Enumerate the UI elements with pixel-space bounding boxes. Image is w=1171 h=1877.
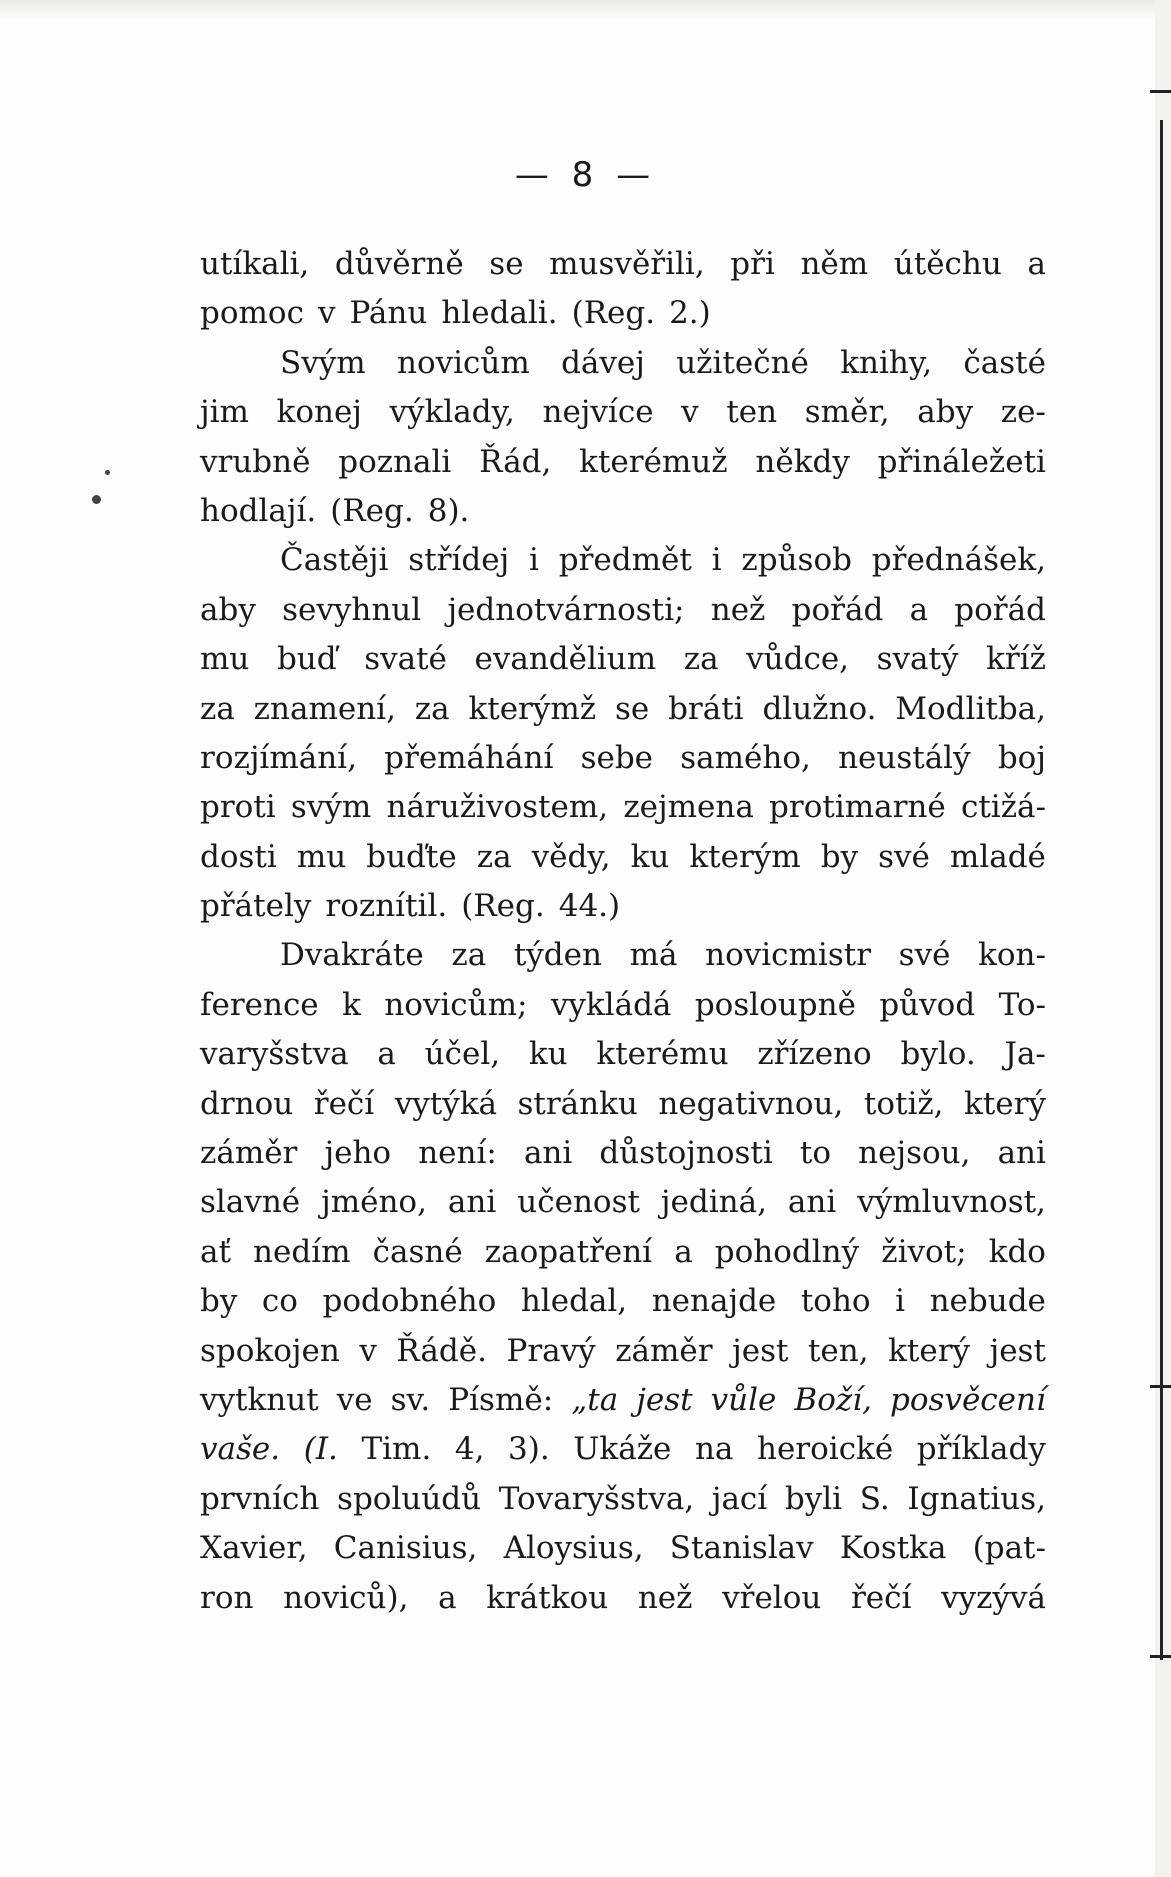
word: podobného — [322, 1283, 497, 1320]
binding-tick — [1150, 1385, 1171, 1388]
word: přináležeti — [877, 443, 1046, 480]
word: nenajde — [651, 1283, 777, 1320]
word: časné — [372, 1233, 463, 1270]
word: kterému — [596, 1036, 729, 1073]
word: novicům; — [384, 986, 528, 1023]
word: Ja- — [1004, 1036, 1046, 1073]
page-right-edge — [1155, 0, 1171, 1877]
ink-speck — [92, 495, 101, 504]
word: heroické — [756, 1431, 894, 1468]
text-line — [200, 882, 1046, 931]
word: své — [898, 937, 951, 974]
text-line — [200, 1080, 1046, 1129]
word: se — [489, 246, 524, 282]
word: útěchu — [893, 246, 1002, 282]
word: protimarné — [769, 789, 946, 826]
word: a — [1027, 246, 1046, 282]
word: vrubně — [200, 443, 311, 480]
word: a — [674, 1233, 693, 1270]
word: při — [730, 246, 775, 282]
word: něm — [800, 246, 869, 282]
word: 2.) — [669, 295, 711, 332]
word: přednášek, — [871, 542, 1046, 579]
word: zřízeno — [757, 1036, 872, 1073]
word: kdo — [988, 1233, 1046, 1270]
word: dávej — [561, 344, 645, 381]
word: boj — [997, 739, 1046, 776]
word: konej — [276, 394, 362, 431]
word: jací — [711, 1480, 768, 1517]
word: ze- — [1000, 394, 1046, 431]
word: mu — [296, 838, 347, 875]
word: střídej — [408, 542, 510, 579]
text-line — [200, 1376, 1046, 1425]
text-line — [200, 339, 1046, 388]
word: někdy — [755, 443, 850, 480]
word: na — [694, 1431, 734, 1468]
word: záměr — [200, 1135, 298, 1172]
word: krátkou — [486, 1579, 609, 1616]
word: ku — [630, 838, 670, 875]
word: Aloysius, — [503, 1530, 644, 1567]
word: záměr — [615, 1332, 713, 1369]
word: Řád, — [479, 443, 552, 480]
word: jim — [200, 394, 249, 431]
word: ve — [336, 1381, 373, 1418]
word: účel, — [424, 1036, 501, 1073]
word: dlužno. — [762, 690, 877, 727]
text-line — [200, 1574, 1046, 1623]
word: Ukáže — [573, 1431, 672, 1468]
word: 3). — [508, 1431, 550, 1468]
word: k — [342, 986, 361, 1023]
word: má — [629, 937, 678, 974]
word: výmluvnost, — [857, 1184, 1046, 1221]
word: i — [529, 542, 539, 579]
word: varyšstva — [200, 1036, 349, 1073]
word: spoluúdů — [337, 1480, 482, 1517]
word: vůle — [710, 1381, 777, 1418]
word: vůdce, — [746, 641, 850, 678]
word: přátely — [200, 888, 312, 925]
word: v — [359, 1332, 377, 1369]
word: (Reg. — [330, 492, 414, 529]
word: pohodlný — [714, 1233, 860, 1270]
word: sebe — [580, 739, 654, 776]
word: jest — [636, 1381, 693, 1418]
word: jméno, — [321, 1184, 427, 1221]
word: a — [377, 1036, 396, 1073]
text-line — [200, 1228, 1046, 1277]
word: i — [711, 542, 722, 579]
text-line — [200, 1475, 1046, 1524]
word: v — [317, 295, 336, 332]
word: by — [820, 838, 859, 875]
word: pořád — [791, 591, 884, 628]
word: který — [964, 1085, 1046, 1122]
word: kterýmž — [468, 690, 597, 727]
word: musvěřili, — [549, 246, 705, 282]
word: a — [909, 591, 929, 628]
word: ku — [528, 1036, 568, 1073]
text-line — [200, 685, 1046, 734]
word: Pánu — [349, 295, 428, 332]
word: způsob — [741, 542, 852, 579]
word: který — [888, 1332, 971, 1369]
word: původ — [879, 986, 976, 1023]
word: náruživostem, — [386, 789, 609, 826]
word: rozjímání, — [200, 739, 357, 776]
text-line — [200, 1129, 1046, 1178]
text-line — [200, 487, 1046, 536]
word: bylo. — [900, 1036, 976, 1073]
word: kříž — [986, 641, 1046, 678]
word: totiž, — [863, 1085, 944, 1122]
word: jest — [989, 1332, 1046, 1369]
word: mu — [200, 641, 250, 678]
text-line — [200, 438, 1046, 487]
word: 8). — [427, 492, 470, 529]
word: Stanislav — [669, 1530, 814, 1567]
word: ference — [200, 986, 319, 1023]
word: ten — [726, 394, 778, 431]
word: slavné — [200, 1184, 301, 1221]
word: Canisius, — [333, 1530, 478, 1567]
page-number: — 8 — — [514, 155, 657, 195]
word: za — [683, 641, 719, 678]
text-line — [200, 1030, 1046, 1079]
word: zejmena — [623, 789, 754, 826]
word: užitečné — [676, 344, 809, 381]
word: ani — [787, 1184, 837, 1221]
word: proti — [200, 789, 276, 826]
text-line — [200, 1524, 1046, 1573]
word: příklady — [916, 1431, 1046, 1468]
text-line — [200, 586, 1046, 635]
word: nedím — [253, 1233, 351, 1270]
word: drnou — [200, 1085, 294, 1122]
word: za — [476, 838, 512, 875]
word: utíkali, — [200, 246, 310, 282]
binding-rule — [1160, 120, 1163, 1660]
word: ctižá- — [960, 789, 1046, 826]
word: ani — [447, 1184, 497, 1221]
word: týden — [513, 937, 602, 974]
word: svým — [290, 789, 372, 826]
word: negativnou, — [658, 1085, 844, 1122]
word: aby — [917, 394, 974, 431]
word: Častěji — [280, 542, 389, 579]
word: za — [451, 937, 487, 974]
word: „ta — [571, 1381, 619, 1418]
text-line — [200, 783, 1046, 832]
word: ani — [997, 1135, 1046, 1172]
word: jediná, — [660, 1184, 767, 1221]
text-line — [200, 1277, 1046, 1326]
word: hodlají. — [200, 492, 317, 529]
word: (pat- — [972, 1530, 1046, 1567]
word: za — [200, 690, 235, 727]
word: co — [261, 1283, 298, 1320]
word: pořád — [954, 591, 1046, 628]
word: Modlitba, — [895, 690, 1046, 727]
word: Pravý — [506, 1332, 596, 1369]
word: zaopatření — [484, 1233, 653, 1270]
word: S. — [859, 1480, 890, 1517]
word: spokojen — [200, 1332, 340, 1369]
word: to — [799, 1135, 832, 1172]
word: přemáhání — [384, 739, 554, 776]
word: Dvakráte — [280, 937, 424, 974]
word: vaše. — [200, 1431, 281, 1468]
word: výklady, — [389, 394, 515, 431]
text-line — [200, 635, 1046, 684]
word: Ignatius, — [907, 1480, 1046, 1517]
word: řečí — [850, 1579, 912, 1616]
page-top-edge — [0, 0, 1171, 20]
word: buďte — [366, 838, 457, 875]
word: Boží, — [794, 1381, 872, 1418]
word: 44.) — [558, 888, 621, 925]
word: vytýká — [394, 1085, 497, 1122]
word: To- — [998, 986, 1046, 1023]
word: posloupně — [694, 986, 856, 1023]
word: jeho — [324, 1135, 392, 1172]
word: mladé — [949, 838, 1046, 875]
word: Kostka — [839, 1530, 947, 1567]
word: Písmě: — [448, 1381, 554, 1418]
text-line — [200, 1178, 1046, 1227]
word: samého, — [680, 739, 811, 776]
word: novicům — [396, 344, 530, 381]
word: roznítil. — [325, 888, 448, 925]
word: předmět — [558, 542, 692, 579]
text-line — [200, 833, 1046, 882]
word: ať — [200, 1233, 231, 1270]
word: Svým — [280, 344, 366, 381]
word: nejsou, — [858, 1135, 971, 1172]
word: jednotvárnosti; — [447, 591, 685, 628]
word: ron — [200, 1579, 254, 1616]
word: hledali. — [441, 295, 558, 332]
word: neustálý — [838, 739, 971, 776]
word: učenost — [517, 1184, 640, 1221]
binding-tick — [1150, 90, 1171, 93]
word: se — [614, 690, 650, 727]
text-line — [200, 1327, 1046, 1376]
word: život; — [881, 1233, 967, 1270]
word: ten, — [807, 1332, 869, 1369]
text-line — [200, 240, 1046, 289]
word: vědy, — [531, 838, 611, 875]
word: buď — [276, 641, 337, 678]
word: znamení, — [253, 690, 396, 727]
binding-tick — [1150, 1655, 1171, 1658]
word: Tovaryšstva, — [498, 1480, 695, 1517]
word: důvěrně — [334, 246, 464, 282]
word: novicmistr — [705, 937, 872, 974]
word: noviců), — [283, 1579, 409, 1616]
text-line — [200, 931, 1046, 980]
word: ani — [523, 1135, 573, 1172]
word: a — [438, 1579, 457, 1616]
text-line — [200, 289, 1046, 338]
word: než — [710, 591, 766, 628]
word: poznali — [338, 443, 452, 480]
word: evandělium — [474, 641, 657, 678]
word: vřelou — [722, 1579, 822, 1616]
text-line — [200, 388, 1046, 437]
body-text — [200, 240, 1046, 1623]
word: vyzývá — [941, 1579, 1046, 1616]
word: vytknut — [200, 1381, 319, 1418]
word: sv. — [390, 1381, 431, 1418]
word: hledal, — [520, 1283, 628, 1320]
word: důstojnosti — [599, 1135, 773, 1172]
word: kterémuž — [579, 443, 728, 480]
text-line — [200, 1425, 1046, 1474]
word: posvěcení — [890, 1381, 1046, 1418]
word: knihy, — [840, 344, 933, 381]
word: kon- — [978, 937, 1046, 974]
word: (Reg. — [571, 295, 656, 332]
text-line — [200, 981, 1046, 1030]
word: bráti — [668, 690, 744, 727]
word: sevyhnul — [282, 591, 422, 628]
word: nebude — [929, 1283, 1046, 1320]
word: aby — [200, 591, 256, 628]
word: řečí — [313, 1085, 375, 1122]
word: jest — [732, 1332, 789, 1369]
word: (Reg. — [461, 888, 545, 925]
word: i — [895, 1283, 906, 1320]
word: za — [414, 690, 450, 727]
word: dosti — [200, 838, 277, 875]
word: by — [200, 1283, 238, 1320]
word: vykládá — [550, 986, 672, 1023]
word: v — [681, 394, 699, 431]
word: stránku — [517, 1085, 638, 1122]
word: Tim. — [361, 1431, 432, 1468]
word: Xavier, — [200, 1530, 308, 1567]
word: než — [637, 1579, 693, 1616]
word: pomoc — [200, 295, 304, 332]
word: kterým — [689, 838, 801, 875]
text-line — [200, 536, 1046, 585]
word: byli — [784, 1480, 843, 1517]
word: nejvíce — [542, 394, 654, 431]
word: 4, — [454, 1431, 485, 1468]
word: časté — [963, 344, 1046, 381]
word: (I. — [303, 1431, 338, 1468]
word: Řádě. — [396, 1332, 487, 1369]
word: své — [878, 838, 930, 875]
word: směr, — [804, 394, 890, 431]
word: svatý — [876, 641, 959, 678]
ink-speck — [105, 470, 110, 475]
word: není: — [418, 1135, 497, 1172]
word: toho — [800, 1283, 871, 1320]
word: prvních — [200, 1480, 320, 1517]
word: svaté — [364, 641, 447, 678]
text-line — [200, 734, 1046, 783]
